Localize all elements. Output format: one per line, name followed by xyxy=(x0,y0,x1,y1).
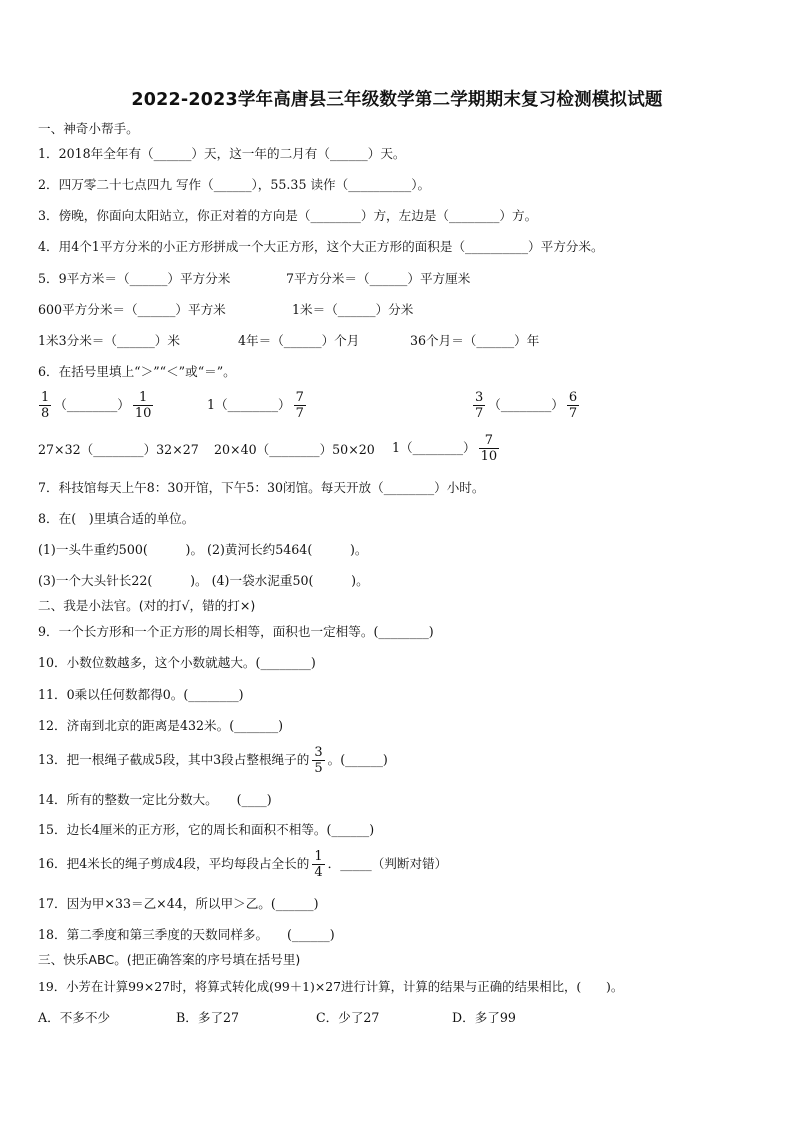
q19-option-c: C．少了27 xyxy=(316,1010,380,1025)
question-10: 10．小数位数越多，这个小数就越大。(________) xyxy=(38,655,316,670)
question-8-row-1: (1)一头牛重约500( )。 (2)黄河长约5464( )。 xyxy=(38,542,368,557)
answer-blank: （________） xyxy=(488,397,564,412)
section-2-heading: 二、我是小法官。(对的打√，错的打×) xyxy=(38,598,256,613)
answer-blank: （________） xyxy=(400,440,476,455)
q6-item-b: 1（________） $\frac{7}{7}$ xyxy=(207,390,304,421)
question-5-d: 1米＝（______）分米 xyxy=(292,302,414,317)
question-9: 9．一个长方形和一个正方形的周长相等，面积也一定相等。(________) xyxy=(38,624,434,639)
page-title: 2022-2023学年高唐县三年级数学第二学期期末复习检测模拟试题 xyxy=(131,90,663,110)
question-5-g: 36个月＝（______）年 xyxy=(410,333,540,348)
fraction: $\frac{6}{7}$ xyxy=(568,390,578,421)
fraction: $\frac{7}{7}$ xyxy=(295,390,304,421)
question-5-e: 1米3分米＝（______）米 xyxy=(38,333,180,348)
question-3: 3．傍晚，你面向太阳站立，你正对着的方向是（________）方，左边是（________）方。 xyxy=(38,208,538,223)
question-5-f: 4年＝（______）个月 xyxy=(238,333,360,348)
q6-item-c xyxy=(470,390,582,421)
question-1: 1．2018年全年有（______）天，这一年的二月有（______）天。 xyxy=(38,146,406,161)
question-5-a: 5．9平方米＝（______）平方分米 xyxy=(38,271,231,286)
q6-item-a xyxy=(36,390,156,421)
fraction: $\frac{1}{10}$ xyxy=(134,390,152,421)
question-7: 7．科技馆每天上午8：30开馆，下午5：30闭馆。每天开放（________）小时。 xyxy=(38,480,485,495)
fraction: $\frac{1}{4}$ xyxy=(314,849,323,880)
q6-item-f: 1（________） $\frac{7}{10}$ xyxy=(392,433,498,464)
question-15: 15．边长4厘米的正方形，它的周长和面积不相等。(______) xyxy=(38,822,375,837)
question-6: 6．在括号里填上“＞”“＜”或“＝”。 xyxy=(38,364,236,379)
question-13: 13．把一根绳子截成5段，其中3段占整根绳子的 $\frac{3}{5}$ 。(______) xyxy=(38,745,388,776)
question-5-b: 7平方分米＝（______）平方厘米 xyxy=(286,271,471,286)
q6-item-e: 20×40（________）50×20 xyxy=(214,442,375,457)
question-11: 11．0乘以任何数都得0。(________) xyxy=(38,687,244,702)
question-5-c: 600平方分米＝（______）平方米 xyxy=(38,302,226,317)
question-4: 4．用4个1平方分米的小正方形拼成一个大正方形，这个大正方形的面积是（__________）平方分米。 xyxy=(38,239,604,254)
question-2: 2．四万零二十七点四九 写作（______），55.35 读作（__________）。 xyxy=(38,177,431,192)
q6-item-d: 27×32（________）32×27 xyxy=(38,442,199,457)
question-17: 17．因为甲×33＝乙×44，所以甲＞乙。(______) xyxy=(38,896,319,911)
question-16: 16．把4米长的绳子剪成4段，平均每段占全长的 $\frac{1}{4}$ ．_____（判断对错） xyxy=(38,849,448,880)
question-19: 19．小芳在计算99×27时，将算式转化成(99＋1)×27进行计算，计算的结果与正确的结果相比，( )。 xyxy=(38,979,624,994)
question-18: 18．第二季度和第三季度的天数同样多。 (______) xyxy=(38,927,335,942)
fraction: $\frac{3}{5}$ xyxy=(314,745,323,776)
answer-blank: （________） xyxy=(54,397,130,412)
section-3-heading: 三、快乐ABC。(把正确答案的序号填在括号里) xyxy=(38,952,301,967)
answer-blank: （________） xyxy=(215,397,291,412)
question-8-row-2: (3)一个大头针长22( )。 (4)一袋水泥重50( )。 xyxy=(38,573,369,588)
fraction: $\frac{1}{8}$ xyxy=(41,390,50,421)
question-8: 8．在( )里填合适的单位。 xyxy=(38,511,195,526)
q19-option-a: A．不多不少 xyxy=(38,1010,111,1025)
question-12: 12．济南到北京的距离是432米。(_______) xyxy=(38,718,284,733)
fraction: $\frac{3}{7}$ xyxy=(475,390,484,421)
question-14: 14．所有的整数一定比分数大。 (____) xyxy=(38,792,272,807)
q19-option-b: B．多了27 xyxy=(176,1010,240,1025)
section-1-heading: 一、神奇小帮手。 xyxy=(38,121,139,136)
q19-option-d: D．多了99 xyxy=(452,1010,516,1025)
fraction: $\frac{7}{10}$ xyxy=(480,433,498,464)
